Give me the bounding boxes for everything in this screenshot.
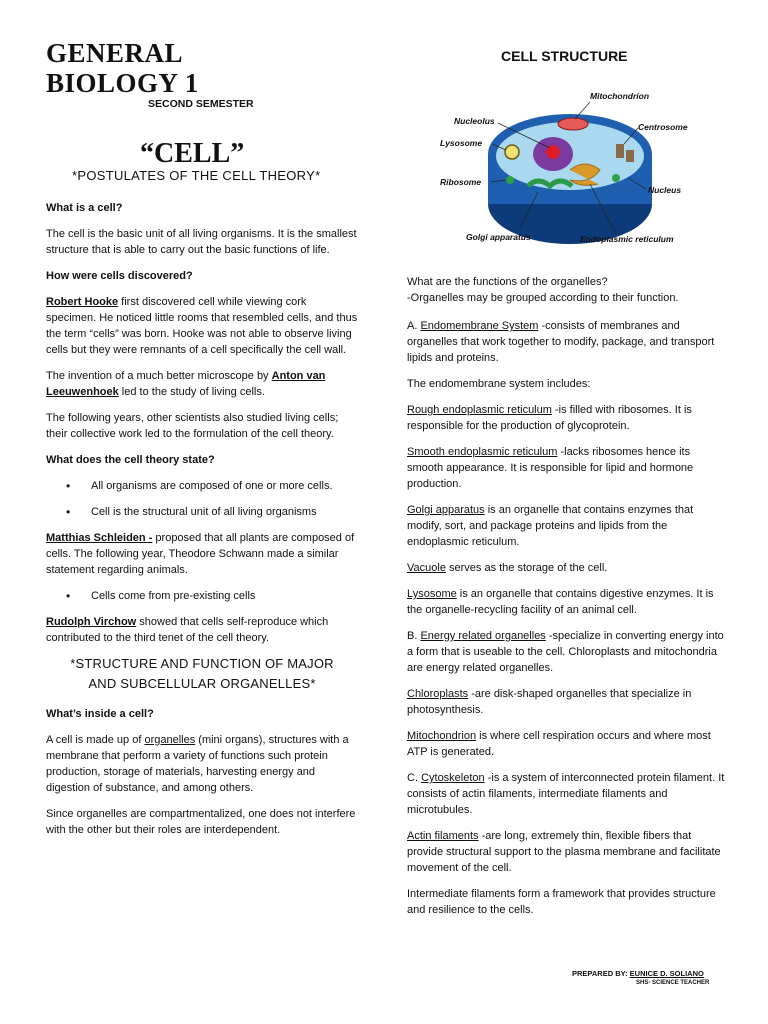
- paragraph-organelles-post: (mini organs), structures with a membrane that perform a variety of functions such protein production, storage of materials, harvesting energy and digestion of substance, and among others.: [46, 734, 349, 794]
- term-endomembrane-system: Endomembrane System: [420, 320, 539, 332]
- term-robert-hooke: Robert Hooke: [46, 296, 119, 308]
- centrosome-shape-2: [626, 150, 634, 162]
- paragraph-leeuwenhoek: [46, 368, 358, 400]
- term-virchow: Rudolph Virchow: [46, 616, 137, 628]
- label-ribosome: Ribosome: [440, 177, 482, 187]
- term-leeuwenhoek: Anton van Leeuwenhoek: [46, 370, 326, 398]
- paragraph-leeuwenhoek-pre: The invention of a much better microscope by: [46, 370, 272, 382]
- term-mitochondrion: Mitochondrion: [407, 730, 477, 742]
- postulates-heading: *POSTULATES OF THE CELL THEORY*: [72, 168, 321, 183]
- paragraph-hooke-text: first discovered cell while viewing cork specimen. He noticed little rooms that resembled cells, and thus the term “cells” was born. Hooke was not able to observe living cells but they were remnants of a cell specifically the cell wall.: [46, 296, 358, 356]
- paragraph-smooth-er: [407, 444, 725, 492]
- paragraph-mitochondrion-text: is where cell respiration occurs and where most ATP is generated.: [407, 730, 711, 758]
- title-line-1: GENERAL: [46, 38, 184, 68]
- question-what-is-cell: What is a cell?: [46, 202, 123, 214]
- footer-role: SHS- SCIENCE TEACHER: [636, 980, 710, 986]
- term-vacuole: Vacuole: [407, 562, 446, 574]
- prefix-a: A.: [407, 320, 421, 332]
- centrosome-shape: [616, 144, 624, 158]
- paragraph-golgi: [407, 502, 725, 550]
- term-organelles: organelles: [144, 734, 196, 746]
- mitochondrion-shape: [558, 118, 588, 130]
- label-nucleus: Nucleus: [648, 185, 682, 195]
- lysosome-shape: [505, 145, 519, 159]
- theory-list-2: [46, 588, 358, 604]
- term-actin-filaments: Actin filaments: [407, 830, 479, 842]
- paragraph-energy-organelles: [407, 628, 725, 676]
- term-schleiden: Matthias Schleiden -: [46, 532, 153, 544]
- question-inside-cell: What’s inside a cell?: [46, 708, 154, 720]
- term-smooth-er: Smooth endoplasmic reticulum: [407, 446, 558, 458]
- label-endoplasmic-reticulum: Endoplasmic reticulum: [580, 234, 674, 244]
- paragraph-cytoskeleton: [407, 770, 725, 818]
- paragraph-virchow-text: showed that cells self-reproduce which contributed to the third tenet of the cell theory.: [46, 616, 329, 644]
- paragraph-cytoskeleton-text: -is a system of interconnected protein filament. It consists of actin filaments, intermediate filaments and microtubules.: [407, 772, 725, 816]
- paragraph-rough-er: [407, 402, 725, 434]
- prefix-c: C.: [407, 772, 422, 784]
- paragraph-vacuole-text: serves as the storage of the cell.: [445, 562, 608, 574]
- paragraph-schleiden-text: proposed that all plants are composed of cells. The following year, Theodore Schwann made a similar statement regarding animals.: [46, 532, 355, 576]
- paragraph-smooth-er-text: -lacks ribosomes hence its smooth appearance. It is responsible for lipid and hormone production.: [407, 446, 694, 490]
- list-item: • Cells come from pre-existing cells: [46, 588, 358, 604]
- footer-prepared-by: [572, 969, 704, 978]
- question-cells-discovered: How were cells discovered?: [46, 270, 193, 282]
- term-rough-er: Rough endoplasmic reticulum: [407, 404, 552, 416]
- paragraph-energy-text: -specialize in converting energy into a form that is useable to the cell. Chloroplasts and mitochondria are energy related organelles.: [407, 630, 724, 674]
- footer-author: EUNICE D. SOLIANO: [629, 969, 704, 978]
- paragraph-golgi-text: is an organelle that contains enzymes that modify, sort, and package proteins and lipids from the endoplasmic reticulum.: [407, 504, 694, 548]
- paragraph-cell-definition: The cell is the basic unit of all living organisms. It is the smallest structure that is able to carry out the basic functions of life.: [46, 228, 357, 256]
- label-mitochondrion: Mitochondrion: [590, 91, 650, 101]
- label-lysosome: Lysosome: [440, 138, 483, 148]
- paragraph-leeuwenhoek-post: led to the study of living cells.: [118, 386, 265, 398]
- question-organelle-functions: What are the functions of the organelles?: [407, 276, 608, 288]
- paragraph-virchow: [46, 614, 358, 646]
- section-heading-organelles: [46, 654, 358, 694]
- ribosome-shape: [506, 176, 514, 184]
- label-golgi-apparatus: Golgi apparatus: [466, 232, 531, 242]
- paragraph-chloroplasts-text: -are disk-shaped organelles that specialize in photosynthesis.: [407, 688, 692, 716]
- paragraph-endomembrane-intro: The endomembrane system includes:: [407, 378, 591, 390]
- footer-prepared-label: PREPARED BY:: [572, 969, 630, 978]
- paragraph-organelles: [46, 732, 358, 796]
- label-centrosome: Centrosome: [638, 122, 688, 132]
- paragraph-compartmentalized: Since organelles are compartmentalized, one does not interfere with the other but their roles are interdependent.: [46, 808, 356, 836]
- section-heading-line-1: *STRUCTURE AND FUNCTION OF MAJOR: [70, 656, 334, 671]
- paragraph-rough-er-text: -is filled with ribosomes. It is responsible for the production of glycoprotein.: [407, 404, 692, 432]
- paragraph-actin-text: -are long, extremely thin, flexible fibers that provide structural support to the plasma membrane and facilitate movement of the cell.: [407, 830, 721, 874]
- term-energy-organelles: Energy related organelles: [420, 630, 546, 642]
- cell-structure-diagram: [420, 74, 720, 254]
- title-line-2: BIOLOGY 1: [46, 68, 199, 98]
- paragraph-chloroplasts: [407, 686, 725, 718]
- paragraph-lysosome-text: is an organelle that contains digestive enzymes. It is the organelle-recycling facility of an animal cell.: [407, 588, 714, 616]
- ribosome-shape-2: [612, 174, 620, 182]
- paragraph-grouped: -Organelles may be grouped according to their function.: [407, 292, 679, 304]
- left-column: [46, 200, 358, 838]
- document-title: [46, 38, 199, 98]
- question-cell-theory: What does the cell theory state?: [46, 454, 215, 466]
- prefix-b: B.: [407, 630, 421, 642]
- right-column: [407, 274, 725, 918]
- term-golgi: Golgi apparatus: [407, 504, 485, 516]
- paragraph-vacuole: [407, 560, 725, 576]
- paragraph-lysosome: [407, 586, 725, 618]
- paragraph-collective-work: The following years, other scientists also studied living cells; their collective work led to the formulation of the cell theory.: [46, 412, 339, 440]
- paragraph-hooke: [46, 294, 358, 358]
- term-cytoskeleton: Cytoskeleton: [421, 772, 485, 784]
- paragraph-actin: [407, 828, 725, 876]
- paragraph-mitochondrion: [407, 728, 725, 760]
- paragraph-schleiden: [46, 530, 358, 578]
- paragraph-organelles-pre: A cell is made up of: [46, 734, 145, 746]
- section-heading-line-2: AND SUBCELLULAR ORGANELLES*: [88, 676, 316, 691]
- diagram-title: CELL STRUCTURE: [501, 48, 628, 64]
- paragraph-intermediate: Intermediate filaments form a framework that provides structure and resilience to the cells.: [407, 888, 716, 916]
- cell-title: “CELL”: [140, 138, 245, 169]
- list-item: • Cell is the structural unit of all living organisms: [46, 504, 358, 520]
- term-chloroplasts: Chloroplasts: [407, 688, 469, 700]
- list-item: • All organisms are composed of one or more cells.: [46, 478, 358, 494]
- paragraph-endomembrane-text: -consists of membranes and organelles that work together to modify, package, and transport lipids and proteins.: [407, 320, 715, 364]
- paragraph-endomembrane: [407, 318, 725, 366]
- term-lysosome: Lysosome: [407, 588, 457, 600]
- label-nucleolus: Nucleolus: [454, 116, 495, 126]
- semester-label: SECOND SEMESTER: [148, 98, 254, 110]
- theory-list-1: [46, 478, 358, 520]
